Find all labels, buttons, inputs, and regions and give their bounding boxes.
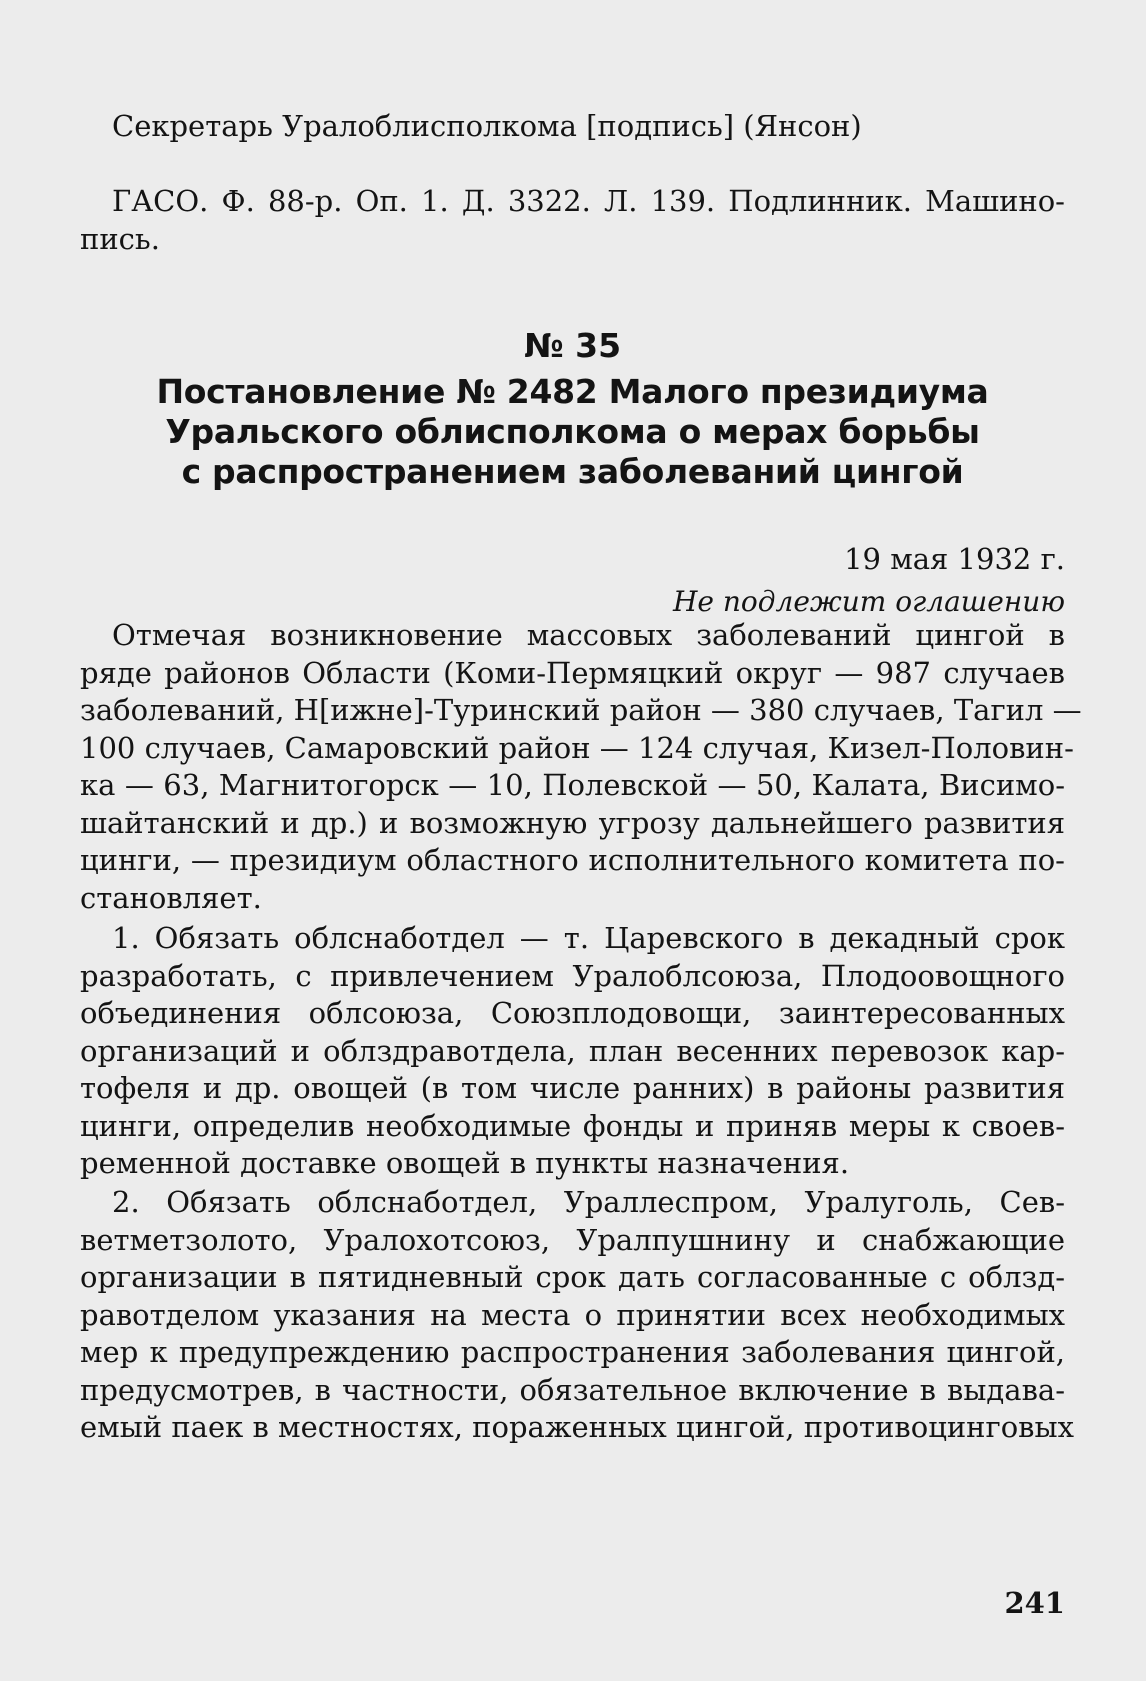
item-1-line: 1. Обязать облснаботдел — т. Царевского в декадный срок xyxy=(112,921,1065,955)
signature-line: Секретарь Уралоблисполкома [подпись] (Янсон) xyxy=(112,109,862,143)
item-1-line: организаций и облздравотдела, план весенних перевозок кар- xyxy=(80,1033,1065,1068)
item-2-line: ветметзолото, Уралохотсоюз, Уралпушнину и снабжающие xyxy=(80,1222,1065,1257)
document-title-line-2: Уральского облисполкома о мерах борьбы xyxy=(165,412,980,451)
preamble-line: ка — 63, Магнитогорск — 10, Полевской — 50, Калата, Висимо- xyxy=(80,768,1065,802)
preamble-line: Отмечая возникновение массовых заболеваний цингой в xyxy=(112,618,1065,652)
preamble-line: ряде районов Области (Коми-Пермяцкий округ — 987 случаев xyxy=(80,655,1065,690)
item-1-line: объединения облсоюза, Союзплодовощи, заинтересованных xyxy=(80,996,1065,1030)
item-2-line: мер к предупреждению распространения заболевания цингой, xyxy=(80,1335,1065,1369)
item-2-line: емый паек в местностях, пораженных цингой, противоцинговых xyxy=(80,1410,1074,1444)
item-1-line: тофеля и др. овощей (в том числе ранних) в районы развития xyxy=(80,1071,1065,1105)
item-2-line: предусмотрев, в частности, обязательное включение в выдава- xyxy=(80,1372,1065,1407)
item-1-line: ременной доставке овощей в пункты назначения. xyxy=(80,1146,850,1180)
document-number: № 35 xyxy=(523,326,622,365)
item-1-line: цинги, определив необходимые фонды и приняв меры к своев- xyxy=(80,1108,1065,1143)
document-title-line-1: Постановление № 2482 Малого президиума xyxy=(156,372,989,411)
preamble-line: становляет. xyxy=(80,880,262,915)
page-number: 241 xyxy=(1004,1586,1065,1620)
preamble-line: заболеваний, Н[ижне]-Туринский район — 380 случаев, Тагил — xyxy=(80,693,1082,727)
item-2-line: равотделом указания на места о принятии всех необходимых xyxy=(80,1297,1065,1332)
item-2-line: организации в пятидневный срок дать согласованные с облзд- xyxy=(80,1260,1065,1294)
document-title xyxy=(80,372,1065,492)
document-title-line-3: с распространением заболеваний цингой xyxy=(181,452,964,491)
classification-note: Не подлежит оглашению xyxy=(673,585,1065,618)
item-2-line: 2. Обязать облснаботдел, Ураллеспром, Уралуголь, Сев- xyxy=(112,1185,1065,1219)
archive-reference-line-1: ГАСО. Ф. 88-р. Оп. 1. Д. 3322. Л. 139. Подлинник. Машино- xyxy=(112,184,1065,218)
preamble-line: шайтанский и др.) и возможную угрозу дальнейшего развития xyxy=(80,805,1065,840)
item-1-line: разработать, с привлечением Уралоблсоюза, Плодоовощного xyxy=(80,958,1065,993)
preamble-line: 100 случаев, Самаровский район — 124 случая, Кизел-Половин- xyxy=(80,730,1074,765)
document-date: 19 мая 1932 г. xyxy=(844,542,1065,576)
preamble-line: цинги, — президиум областного исполнительного комитета по- xyxy=(80,843,1065,877)
archive-reference-line-2: пись. xyxy=(80,222,160,256)
